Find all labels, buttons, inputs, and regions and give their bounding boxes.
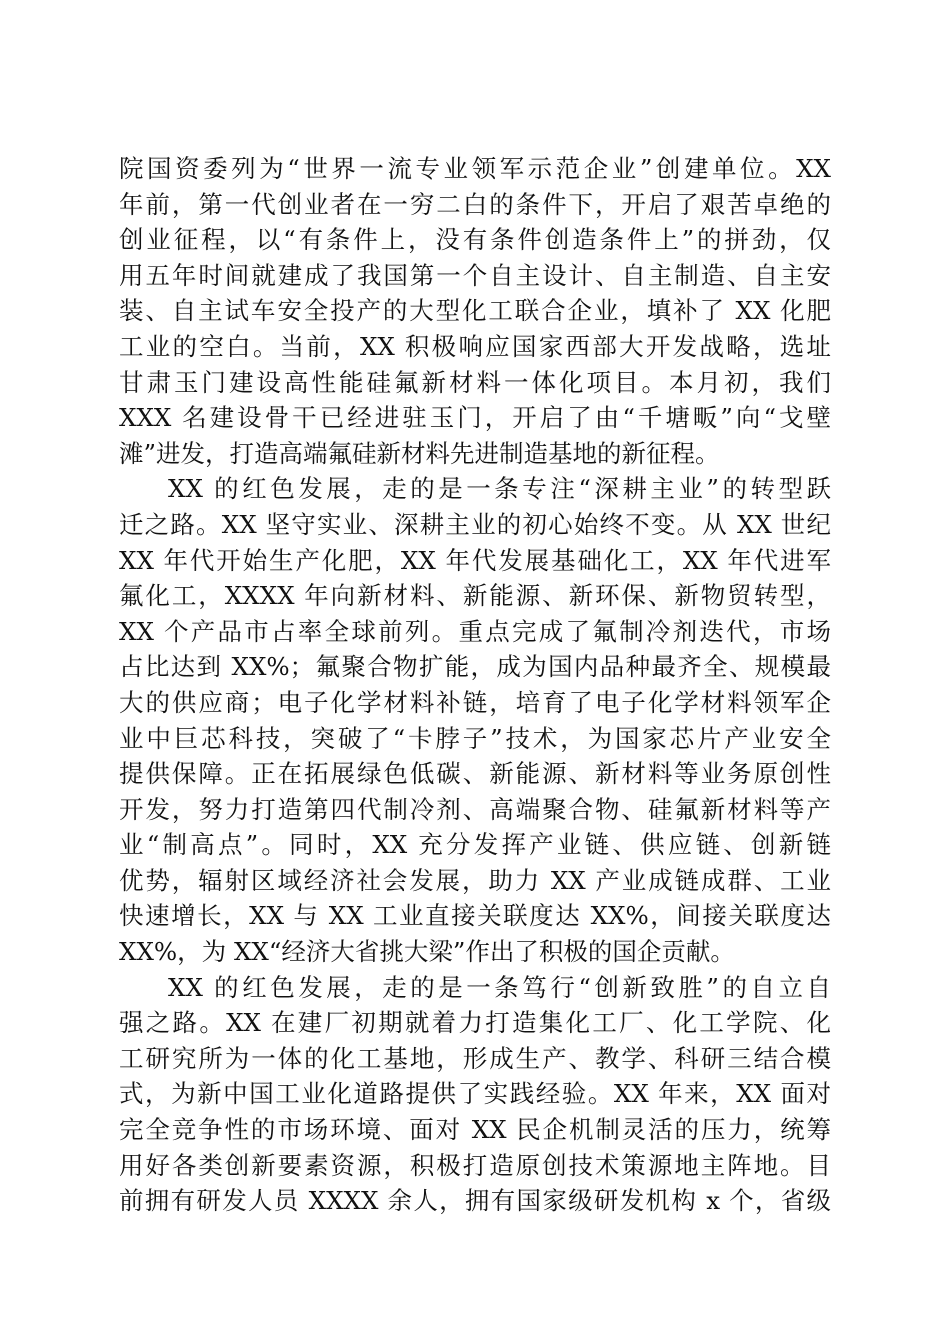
text-line: 迁之路。XX 坚守实业、深耕主业的初心始终不变。从 XX 世纪: [119, 509, 831, 539]
text-line: 业“制高点”。同时，XX 充分发挥产业链、供应链、创新链: [119, 830, 831, 860]
text-line: 强之路。XX 在建厂初期就着力打造集化工厂、化工学院、化: [119, 1008, 831, 1038]
text-line: 工业的空白。当前，XX 积极响应国家西部大开发战略，选址: [119, 331, 831, 361]
text-line: 前拥有研发人员 XXXX 余人，拥有国家级研发机构 x 个，省级: [119, 1186, 831, 1216]
paragraph-first-line: XX 的红色发展，走的是一条笃行“创新致胜”的自立自: [168, 972, 831, 1002]
text-line: 快速增长，XX 与 XX 工业直接关联度达 XX%，间接关联度达: [119, 901, 831, 931]
text-line: 占比达到 XX%；氟聚合物扩能，成为国内品种最齐全、规模最: [119, 652, 831, 682]
text-line: XXX 名建设骨干已经进驻玉门，开启了由“千塘畈”向“戈壁: [119, 403, 831, 433]
text-line: 大的供应商；电子化学材料补链，培育了电子化学材料领军企: [119, 687, 831, 717]
text-line: 院国资委列为“世界一流专业领军示范企业”创建单位。XX: [119, 154, 831, 183]
text-line: 甘肃玉门建设高性能硅氟新材料一体化项目。本月初，我们: [119, 367, 831, 397]
text-line: 滩”进发，打造高端氟硅新材料先进制造基地的新征程。: [119, 438, 720, 468]
text-line: 氟化工，XXXX 年向新材料、新能源、新环保、新物贸转型，: [119, 581, 831, 611]
text-line: 装、自主试车安全投产的大型化工联合企业，填补了 XX 化肥: [119, 296, 831, 326]
text-line: 工研究所为一体的化工基地，形成生产、教学、科研三结合模: [119, 1043, 831, 1073]
text-line: 式，为新中国工业化道路提供了实践经验。XX 年来，XX 面对: [119, 1079, 831, 1109]
text-line: 用好各类创新要素资源，积极打造原创技术策源地主阵地。目: [119, 1150, 831, 1180]
paragraph-first-line: XX 的红色发展，走的是一条专注“深耕主业”的转型跃: [168, 474, 831, 504]
text-line: 开发，努力打造第四代制冷剂、高端聚合物、硅氟新材料等产: [119, 794, 831, 824]
text-line: XX 个产品市占率全球前列。重点完成了氟制冷剂迭代，市场: [119, 616, 831, 646]
text-line: 创业征程，以“有条件上，没有条件创造条件上”的拼劲，仅: [119, 225, 831, 255]
text-line: 完全竞争性的市场环境、面对 XX 民企机制灵活的压力，统筹: [119, 1115, 831, 1145]
text-line: 提供保障。正在拓展绿色低碳、新能源、新材料等业务原创性: [119, 759, 831, 789]
text-line: 优势，辐射区域经济社会发展，助力 XX 产业成链成群、工业: [119, 865, 831, 895]
text-line: 用五年时间就建成了我国第一个自主设计、自主制造、自主安: [119, 260, 831, 290]
text-line: XX 年代开始生产化肥，XX 年代发展基础化工，XX 年代进军: [119, 545, 831, 575]
text-line: 业中巨芯科技，突破了“卡脖子”技术，为国家芯片产业安全: [119, 723, 831, 753]
body-text: [119, 151, 831, 1219]
text-line: 年前，第一代创业者在一穷二白的条件下，开启了艰苦卓绝的: [119, 189, 831, 219]
text-line: XX%，为 XX“经济大省挑大梁”作出了积极的国企贡献。: [119, 937, 735, 967]
